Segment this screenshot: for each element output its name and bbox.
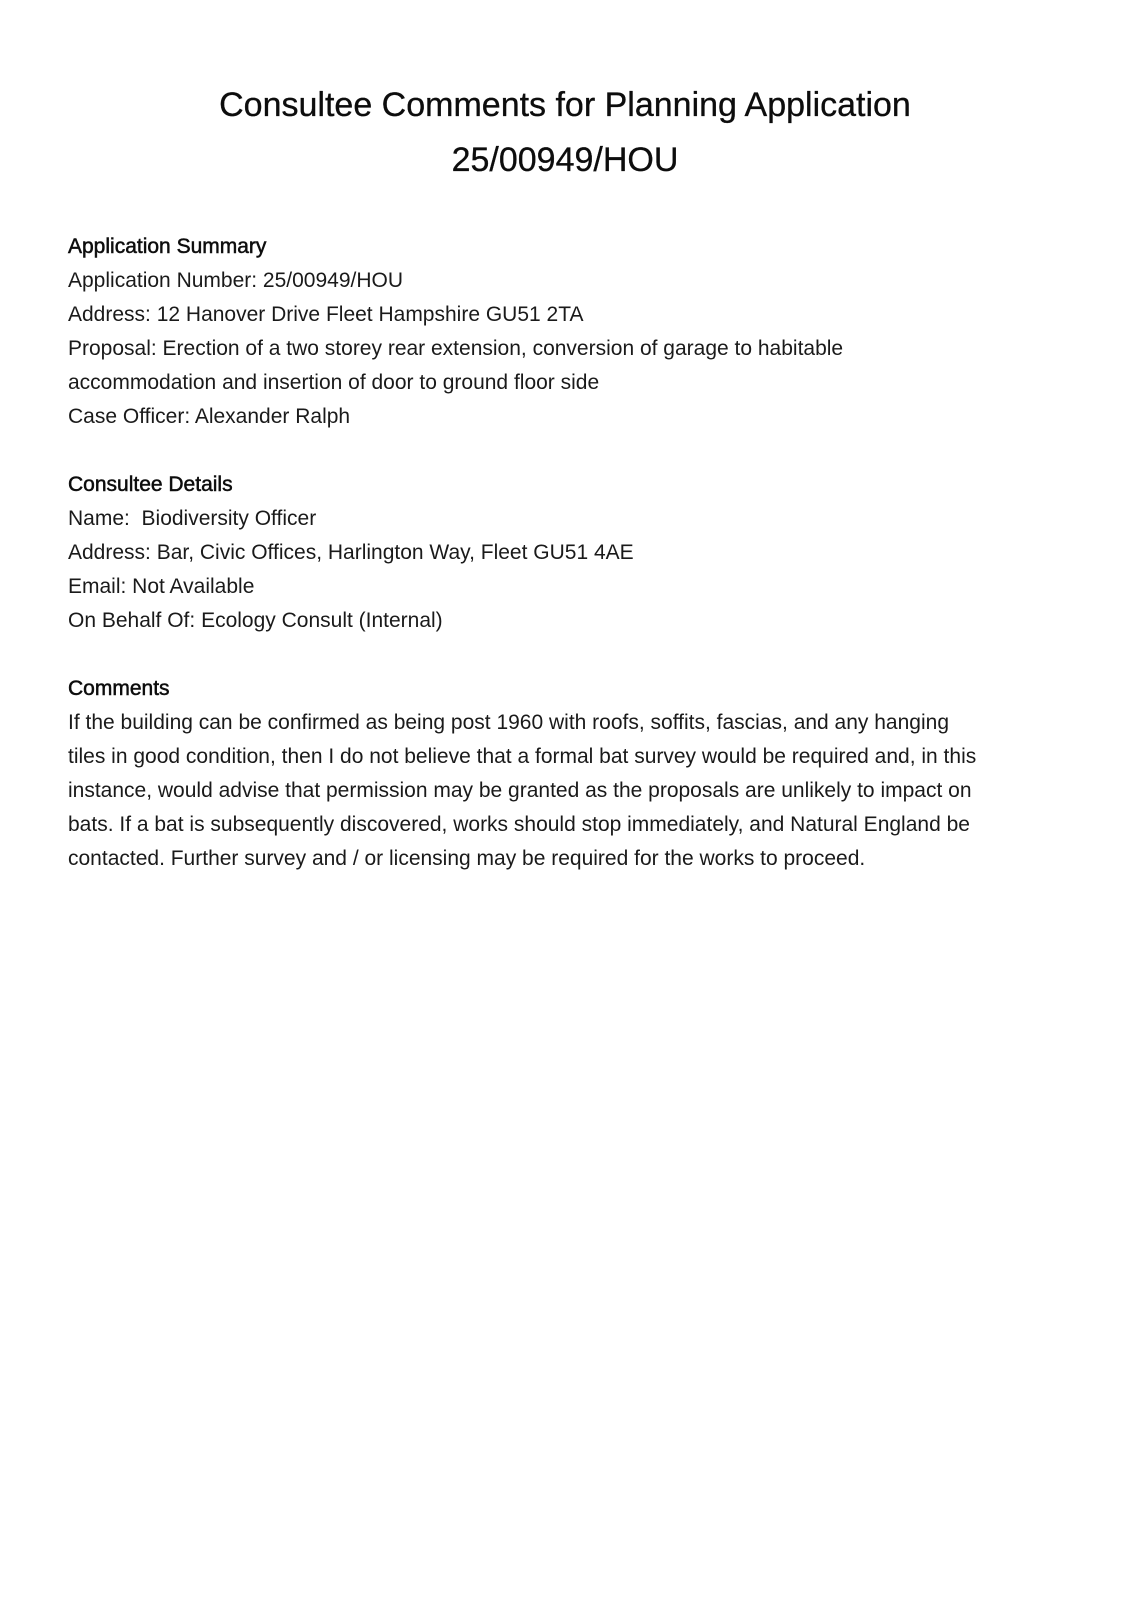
consultee-email: Email: Not Available <box>68 575 255 598</box>
comments-section <box>68 672 1068 876</box>
page-title <box>0 78 1130 188</box>
comments-line-3: instance, would advise that permission may be granted as the proposals are unlikely to impact on <box>68 779 972 802</box>
application-number: Application Number: 25/00949/HOU <box>68 269 404 292</box>
consultee-on-behalf-of: On Behalf Of: Ecology Consult (Internal) <box>68 609 443 632</box>
comments-line-2: tiles in good condition, then I do not believe that a formal bat survey would be required and, in this <box>68 745 977 768</box>
proposal-line-1: Proposal: Erection of a two storey rear extension, conversion of garage to habitable <box>68 337 844 360</box>
title-line-1: Consultee Comments for Planning Application <box>219 86 911 124</box>
title-line-2: 25/00949/HOU <box>451 141 679 179</box>
comments-line-1: If the building can be confirmed as being post 1960 with roofs, soffits, fascias, and any hanging <box>68 711 949 734</box>
consultee-details-heading: Consultee Details <box>68 473 233 496</box>
application-summary-section <box>68 230 1068 434</box>
comments-line-5: contacted. Further survey and / or licensing may be required for the works to proceed. <box>68 847 866 870</box>
proposal-line-2: accommodation and insertion of door to ground floor side <box>68 371 600 394</box>
consultee-name: Name: Biodiversity Officer <box>68 507 317 530</box>
consultee-details-section <box>68 468 1068 638</box>
comments-line-4: bats. If a bat is subsequently discovered, works should stop immediately, and Natural England be <box>68 813 970 836</box>
application-summary-heading: Application Summary <box>68 235 267 258</box>
comments-heading: Comments <box>68 677 170 700</box>
case-officer: Case Officer: Alexander Ralph <box>68 405 351 428</box>
consultee-address: Address: Bar, Civic Offices, Harlington Way, Fleet GU51 4AE <box>68 541 634 564</box>
document-body <box>68 230 1068 910</box>
application-address: Address: 12 Hanover Drive Fleet Hampshire GU51 2TA <box>68 303 584 326</box>
